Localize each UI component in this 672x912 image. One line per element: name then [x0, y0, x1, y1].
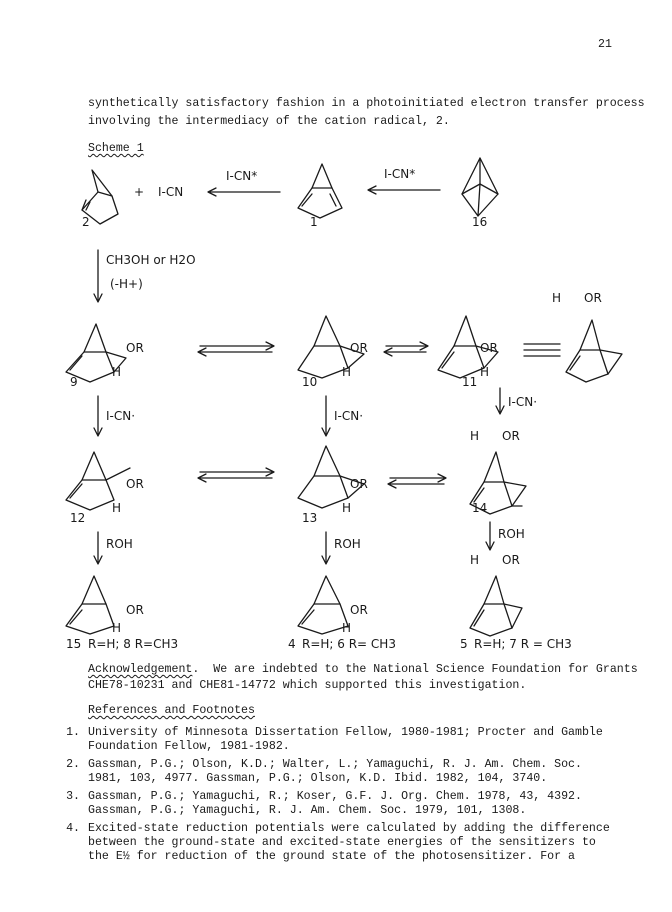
ack-text-1: . We are indebted to the National Science Foundation for Grants	[192, 663, 638, 676]
sub-or-11: OR	[480, 341, 498, 355]
ref-number: 2.	[66, 758, 80, 771]
ref-line: Foundation Fellow, 1981-1982.	[88, 740, 290, 753]
reagent-icn-star-2: I-CN*	[384, 167, 416, 181]
ref-number: 3.	[66, 790, 80, 803]
ack-label: Acknowledgement	[88, 663, 193, 676]
step1-sub: (-H+)	[110, 277, 143, 291]
references-title: References and Footnotes	[88, 704, 255, 717]
sub-h-15: H	[112, 621, 122, 635]
sub-or-9: OR	[126, 341, 144, 355]
reagent-icn-rad-2: I-CN·	[334, 409, 364, 423]
sub-or-11b: OR	[584, 291, 602, 305]
reagent-roh-1: ROH	[106, 537, 133, 551]
structure-16	[462, 158, 498, 216]
ref-line: Gassman, P.G.; Olson, K.D.; Walter, L.; Yamaguchi, R. J. Am. Chem. Soc.	[88, 758, 582, 771]
ref-line: between the ground-state and excited-state energies of the sensitizers to	[88, 836, 596, 849]
sub-or-12: OR	[126, 477, 144, 491]
sub-or-10: OR	[350, 341, 368, 355]
sub-h-4: H	[342, 621, 352, 635]
step1-reagent: CH3OH or H2O	[106, 253, 196, 267]
sub-or-13: OR	[350, 477, 368, 491]
page-number: 21	[598, 38, 612, 51]
reagent-icn-star-1: I-CN*	[226, 169, 258, 183]
sub-h-9: H	[112, 365, 122, 379]
intro-line-1: synthetically satisfactory fashion in a photoinitiated electron transfer process	[88, 97, 645, 110]
label-5: 5	[460, 637, 468, 651]
final-5: R=H; 7 R = CH3	[474, 637, 572, 651]
ack-line-1	[88, 663, 638, 677]
ref-line: Gassman, P.G.; Yamaguchi, R.; Koser, G.F. J. Org. Chem. 1978, 43, 4392.	[88, 790, 582, 803]
ref-line: University of Minnesota Dissertation Fellow, 1980-1981; Procter and Gamble	[88, 726, 603, 739]
ref-line: the E½ for reduction of the ground state of the photosensitizer. For a	[88, 850, 576, 863]
sub-h-13: H	[342, 501, 352, 515]
final-15: R=H; 8 R=CH3	[88, 637, 179, 651]
label-2: 2	[82, 215, 90, 229]
ref-line: Gassman, P.G.; Yamaguchi, R. J. Am. Chem. Soc. 1979, 101, 1308.	[88, 804, 527, 817]
intro-line-2: involving the intermediacy of the cation radical, 2.	[88, 115, 450, 128]
label-12: 12	[70, 511, 86, 525]
sub-h-11: H	[480, 365, 490, 379]
reagent-icn-rad-3: I-CN·	[508, 395, 538, 409]
structure-4	[298, 576, 348, 634]
label-16: 16	[472, 215, 488, 229]
sub-or-5: OR	[502, 553, 520, 567]
sub-h-12: H	[112, 501, 122, 515]
ref-number: 4.	[66, 822, 80, 835]
label-10: 10	[302, 375, 318, 389]
structure-1	[298, 164, 342, 218]
references-list	[66, 726, 648, 868]
sub-or-15: OR	[126, 603, 144, 617]
reference-item	[66, 822, 648, 864]
reagent-icn-1: I-CN	[158, 185, 184, 199]
reference-item	[66, 790, 648, 818]
sub-or-14: OR	[502, 429, 520, 443]
final-4: R=H; 6 R= CH3	[302, 637, 396, 651]
label-4: 4	[288, 637, 296, 651]
label-1: 1	[310, 215, 318, 229]
reference-item	[66, 726, 648, 754]
reagent-roh-3: ROH	[498, 527, 525, 541]
ack-line-2: CHE78-10231 and CHE81-14772 which supported this investigation.	[88, 679, 527, 692]
label-9: 9	[70, 375, 78, 389]
label-14: 14	[472, 501, 488, 515]
sub-or-4: OR	[350, 603, 368, 617]
reaction-scheme	[40, 150, 640, 660]
sub-h-10: H	[342, 365, 352, 379]
ref-line: 1981, 103, 4977. Gassman, P.G.; Olson, K.D. Ibid. 1982, 104, 3740.	[88, 772, 548, 785]
label-11: 11	[462, 375, 478, 389]
sub-h-11b: H	[552, 291, 562, 305]
structure-15	[66, 576, 114, 634]
reagent-roh-2: ROH	[334, 537, 361, 551]
ref-line: Excited-state reduction potentials were calculated by adding the difference	[88, 822, 610, 835]
scheme-title: Scheme 1	[88, 142, 144, 155]
reference-item	[66, 758, 648, 786]
label-13: 13	[302, 511, 318, 525]
structure-5	[470, 576, 522, 636]
label-15: 15	[66, 637, 82, 651]
sub-h-14: H	[470, 429, 480, 443]
reagent-icn-rad-1: I-CN·	[106, 409, 136, 423]
plus-sign: +	[134, 185, 145, 199]
sub-h-5: H	[470, 553, 480, 567]
ref-number: 1.	[66, 726, 80, 739]
structure-11b	[566, 320, 622, 382]
